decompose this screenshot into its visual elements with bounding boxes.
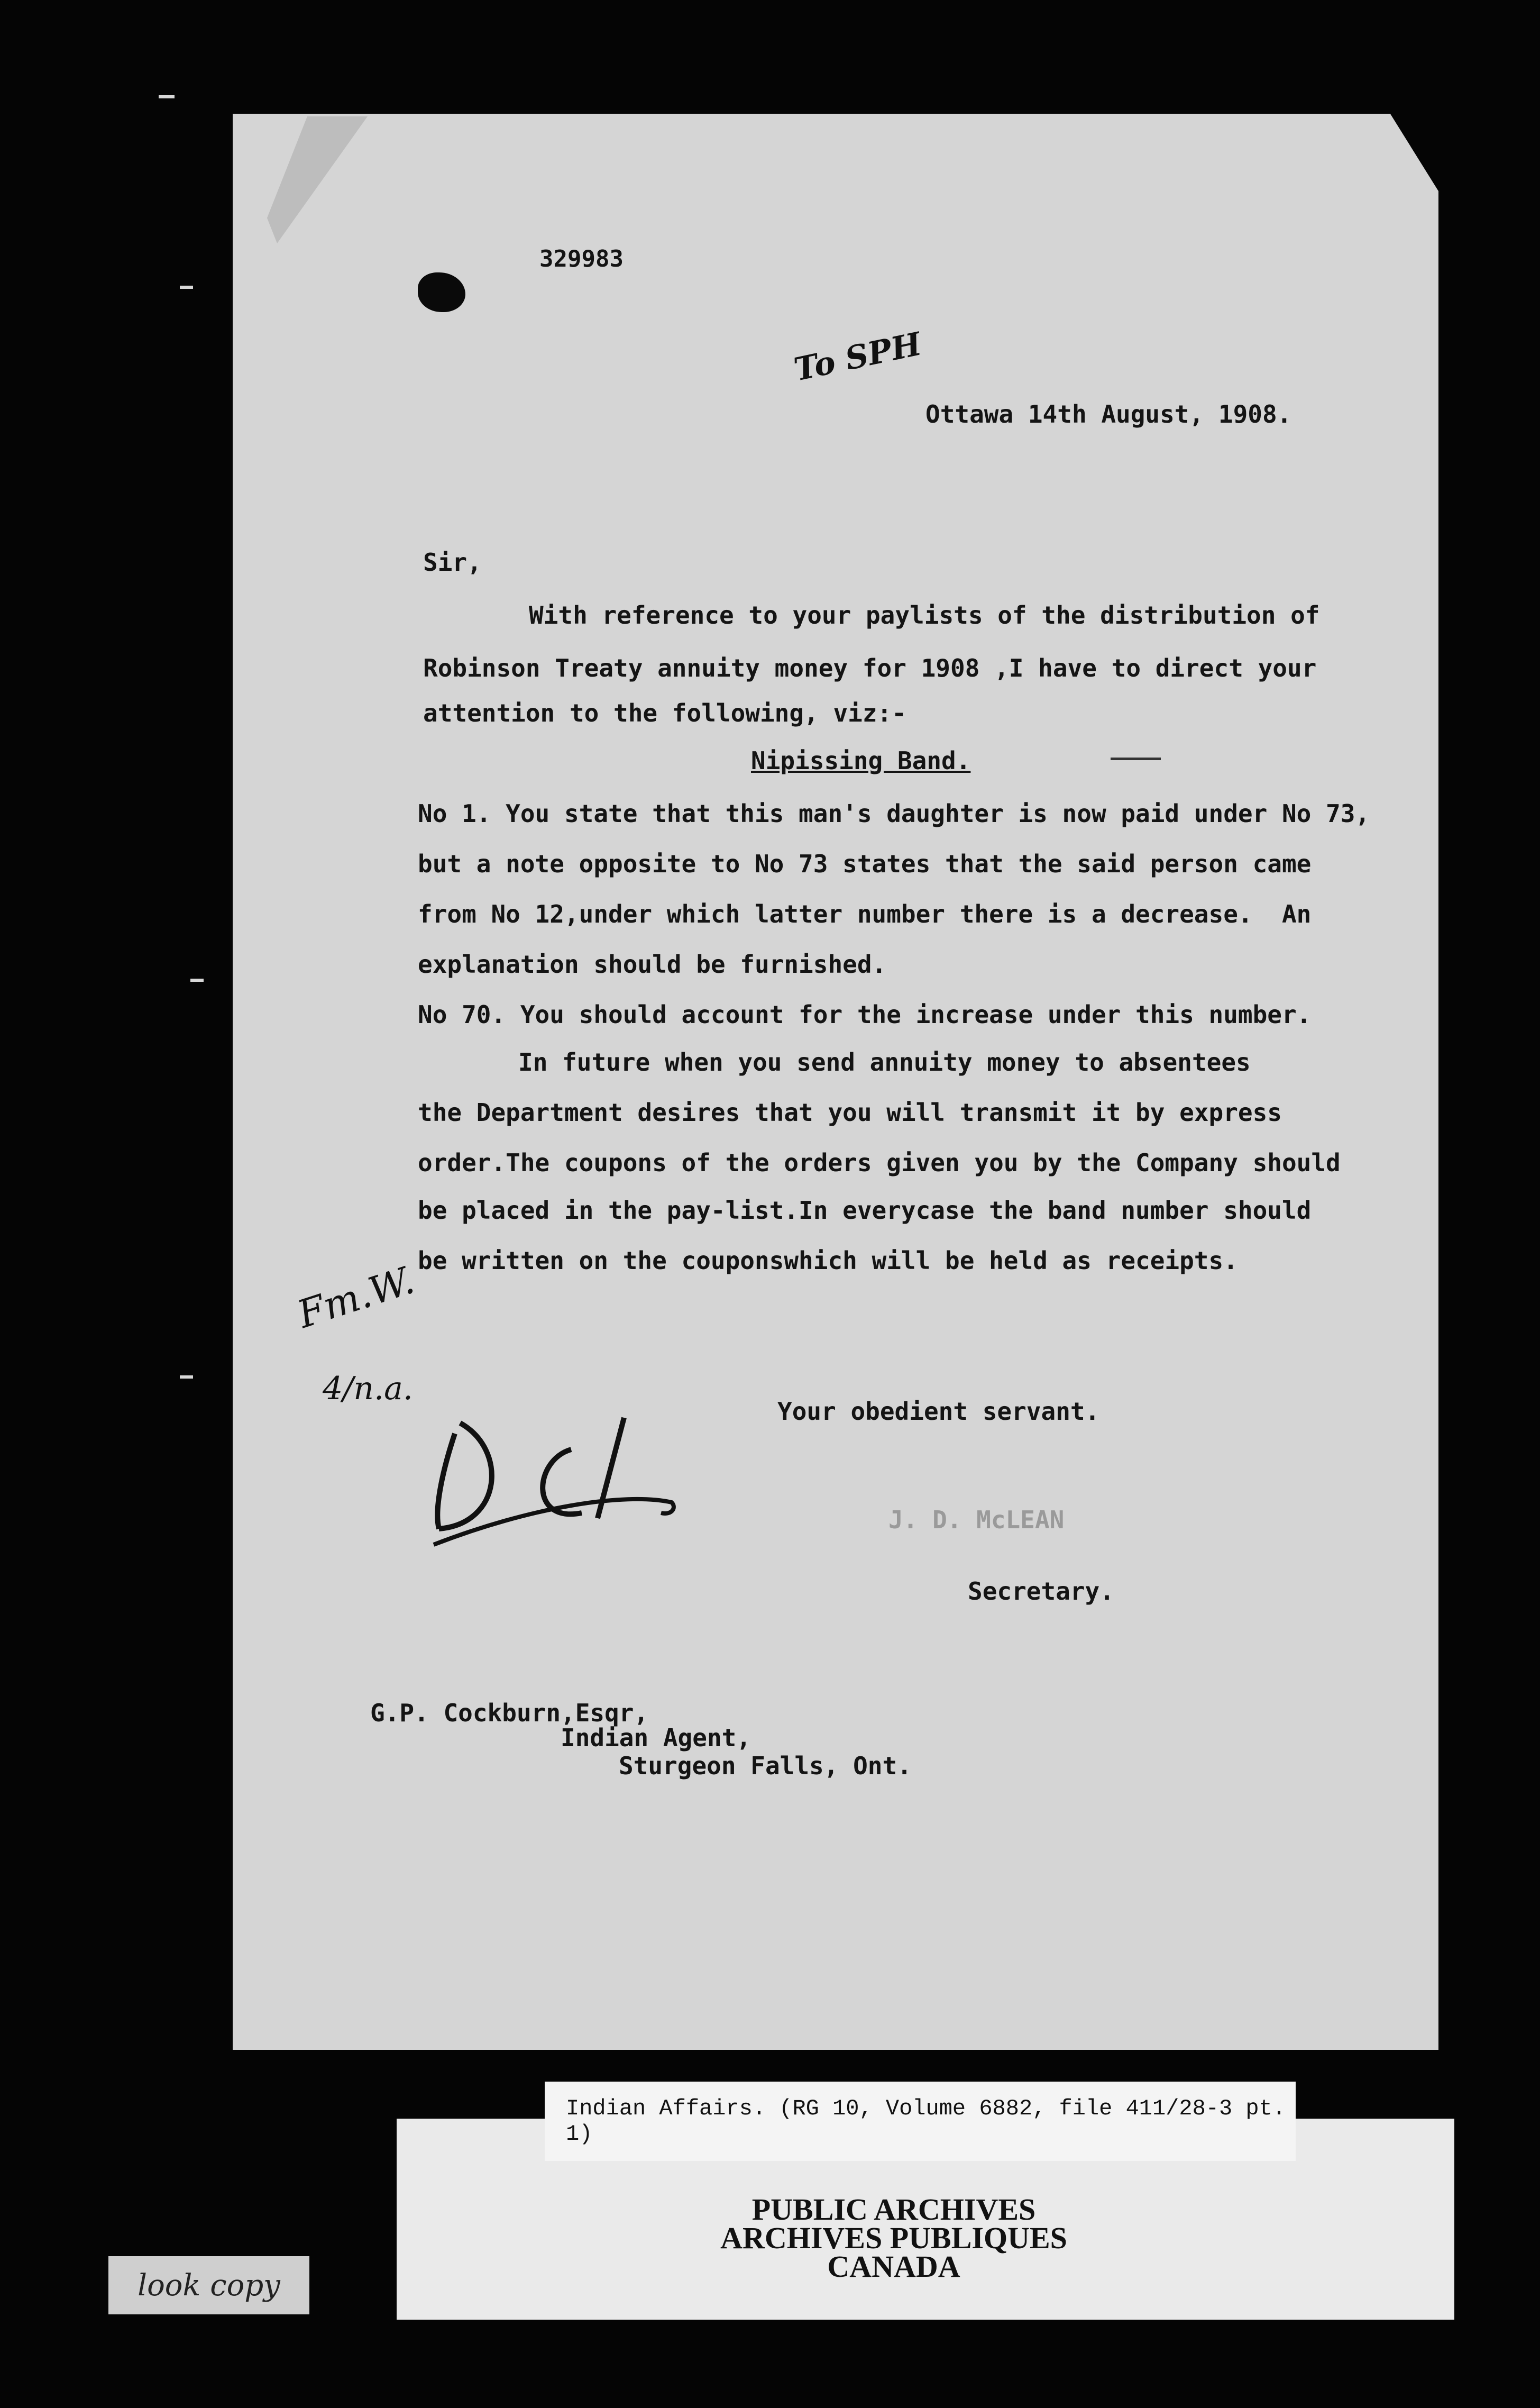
handwritten-initials: 4/n.a. bbox=[323, 1370, 413, 1407]
signature-stamp: J. D. McLEAN bbox=[888, 1506, 1065, 1534]
body-line: the Department desires that you will transmit it by express bbox=[418, 1098, 1282, 1127]
archive-stamp bbox=[624, 2192, 1163, 2284]
film-scratch bbox=[159, 95, 175, 98]
paragraph-line: With reference to your paylists of the distribution of bbox=[529, 601, 1320, 630]
body-line: In future when you send annuity money to absentees bbox=[518, 1048, 1251, 1077]
film-scratch bbox=[180, 1375, 193, 1379]
received-stamp-mark: To SPH bbox=[791, 325, 925, 389]
body-line: order.The coupons of the orders given you by the Company should bbox=[418, 1148, 1341, 1177]
body-line: No 70. You should account for the increase under this number. bbox=[418, 1000, 1312, 1029]
archive-stamp-line: CANADA bbox=[827, 2249, 960, 2284]
paragraph-line: attention to the following, viz:- bbox=[423, 699, 906, 727]
paragraph-line: Robinson Treaty annuity money for 1908 ,I have to direct your bbox=[423, 654, 1317, 682]
body-line: be written on the couponswhich will be held as receipts. bbox=[418, 1246, 1238, 1275]
salutation: Sir, bbox=[423, 548, 482, 577]
address-line: Indian Agent, bbox=[561, 1723, 751, 1752]
body-line: but a note opposite to No 73 states that the said person came bbox=[418, 850, 1312, 878]
dash-mark bbox=[1111, 758, 1161, 760]
file-number: 329983 bbox=[539, 245, 624, 272]
closing-line: Your obedient servant. bbox=[777, 1397, 1100, 1426]
address-line: G.P. Cockburn,Esqr, bbox=[370, 1699, 649, 1727]
band-heading: Nipissing Band. bbox=[751, 746, 971, 775]
body-line: No 1. You state that this man's daughter is now paid under No 73, bbox=[418, 799, 1370, 828]
side-label: look copy bbox=[108, 2256, 309, 2314]
archive-reference-label: Indian Affairs. (RG 10, Volume 6882, file 411/28-3 pt. 1) bbox=[545, 2082, 1296, 2161]
handwritten-initials: Fm.W. bbox=[292, 1257, 419, 1337]
handwritten-signature bbox=[423, 1402, 698, 1550]
body-line: explanation should be furnished. bbox=[418, 950, 887, 979]
film-scratch bbox=[180, 286, 193, 289]
archive-stamp-line: PUBLIC ARCHIVES bbox=[751, 2192, 1036, 2227]
signature-title: Secretary. bbox=[968, 1577, 1114, 1606]
archive-stamp-line: ARCHIVES PUBLIQUES bbox=[720, 2221, 1067, 2255]
film-scratch bbox=[190, 979, 204, 982]
body-line: be placed in the pay-list.In everycase the band number should bbox=[418, 1196, 1312, 1225]
address-line: Sturgeon Falls, Ont. bbox=[619, 1752, 912, 1780]
date-line: Ottawa 14th August, 1908. bbox=[925, 400, 1292, 428]
body-line: from No 12,under which latter number there is a decrease. An bbox=[418, 900, 1312, 928]
